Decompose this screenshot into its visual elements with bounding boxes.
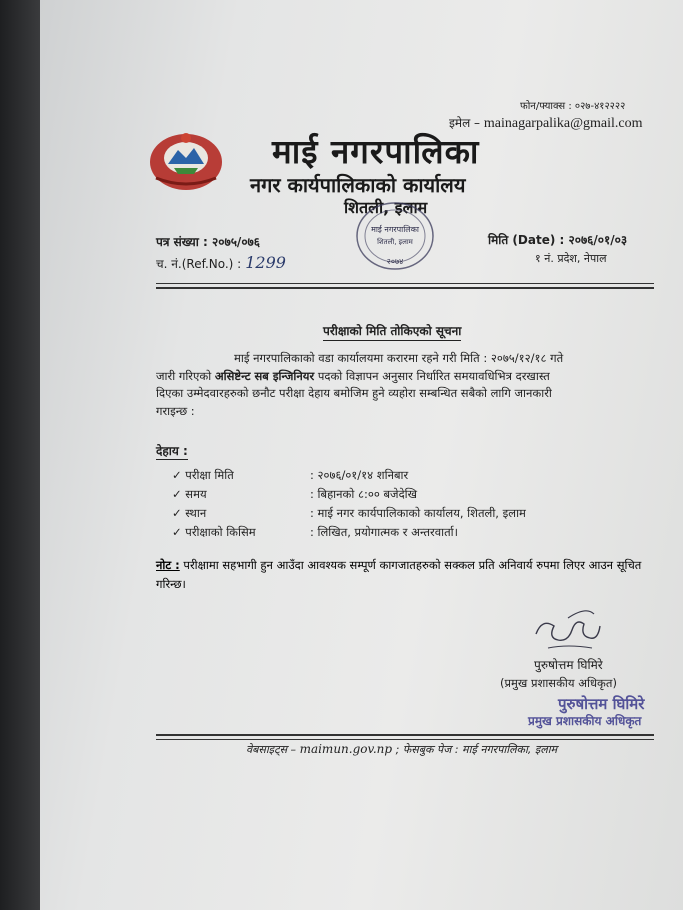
- seal-text-line2: शितली, इलाम: [377, 238, 413, 246]
- body-line-3: दिएका उम्मेदवारहरुको छनौट परीक्षा देहाय बमोजिम हुने व्यहोरा सम्बन्धित सबैको लागि जानकारी: [156, 386, 552, 400]
- schedule-label: ✓ परीक्षाको किसिम: [172, 525, 256, 539]
- check-icon: ✓: [172, 468, 182, 482]
- schedule-value: : लिखित, प्रयोगात्मक र अन्तरवार्ता।: [310, 525, 459, 539]
- footer-divider-thick: [156, 734, 654, 736]
- province: १ नं. प्रदेश, नेपाल: [535, 252, 607, 265]
- reference-value: 1299: [245, 253, 286, 272]
- header-divider-thick: [156, 287, 654, 289]
- body-line-2: [156, 368, 652, 386]
- schedule-heading: देहाय :: [156, 444, 188, 458]
- notice-body: [156, 350, 652, 420]
- notice-subject: परीक्षाको मिति तोकिएको सूचना: [323, 322, 461, 341]
- footer-divider: [156, 739, 654, 740]
- body-line-2-end: पदको विज्ञापन अनुसार निर्धारित समयावधिभित्र दरखास्त: [317, 368, 550, 383]
- signer-title: (प्रमुख प्रशासकीय अधिकृत): [500, 676, 617, 690]
- website-link[interactable]: maimun.gov.np: [299, 742, 393, 756]
- header-divider: [156, 283, 654, 284]
- schedule-value: : २०७६/०१/१४ शनिबार: [310, 468, 409, 482]
- check-icon: ✓: [172, 525, 182, 539]
- nepal-emblem-icon: [146, 128, 226, 192]
- signer-name: पुरुषोत्तम घिमिरे: [534, 658, 603, 672]
- body-line-4: गराइन्छ :: [156, 403, 195, 418]
- seal-text-line1: माई नगरपालिका: [371, 225, 419, 234]
- post-name: असिष्टेन्ट सब इन्जिनियर: [214, 368, 315, 383]
- phone-fax: फोन/फ्याक्स : ०२७-४१२२२२: [520, 101, 626, 112]
- website-label: वेबसाइट्स –: [246, 743, 297, 756]
- background-edge: [0, 0, 40, 910]
- body-line-2-start: जारी गरिएको: [156, 368, 212, 383]
- schedule-value: : बिहानको ८:०० बजेदेखि: [310, 487, 418, 501]
- notice-note: [156, 556, 652, 594]
- schedule-label: ✓ परीक्षा मिति: [172, 468, 234, 482]
- note-text: परीक्षामा सहभागी हुन आउँदा आवश्यक सम्पूर्ण कागजातहरुको सक्कल प्रति अनिवार्य रुपमा लिएर आउन सूचित गरिन्छ।: [156, 558, 642, 591]
- note-label: नोट :: [156, 558, 180, 572]
- letter-number: पत्र संख्या : २०७५/०७६: [156, 235, 261, 249]
- schedule-label: ✓ स्थान: [172, 506, 207, 520]
- email-address: mainagarpalika@gmail.com: [483, 116, 643, 131]
- reference-number: [156, 253, 286, 272]
- office-subtitle: नगर कार्यपालिकाको कार्यालय: [250, 173, 466, 197]
- schedule-value: : माई नगर कार्यपालिकाको कार्यालय, शितली, इलाम: [310, 506, 526, 520]
- check-icon: ✓: [172, 487, 182, 501]
- email-label: इमेल –: [449, 116, 481, 130]
- schedule-label: ✓ समय: [172, 487, 207, 501]
- reference-label: च. नं.(Ref.No.) :: [156, 257, 242, 271]
- check-icon: ✓: [172, 506, 182, 520]
- facebook-page: ; फेसबुक पेज : माई नगरपालिका, इलाम: [395, 743, 558, 756]
- signature-stamp-title: प्रमुख प्रशासकीय अधिकृत: [528, 714, 642, 728]
- office-location: शितली, इलाम: [344, 198, 428, 217]
- handwritten-signature: [528, 604, 608, 658]
- seal-year: २०७४: [386, 257, 404, 266]
- signature-stamp-name: पुरुषोत्तम घिमिरे: [558, 695, 645, 713]
- footer: [246, 742, 557, 757]
- letter-date: मिति (Date) : २०७६/०१/०३: [488, 233, 628, 247]
- office-seal: [352, 198, 438, 274]
- office-title: माई नगरपालिका: [272, 132, 480, 171]
- body-line-1: माई नगरपालिकाको वडा कार्यालयमा करारमा रहने गरी मिति : २०७५/१२/१८ गते: [234, 351, 564, 365]
